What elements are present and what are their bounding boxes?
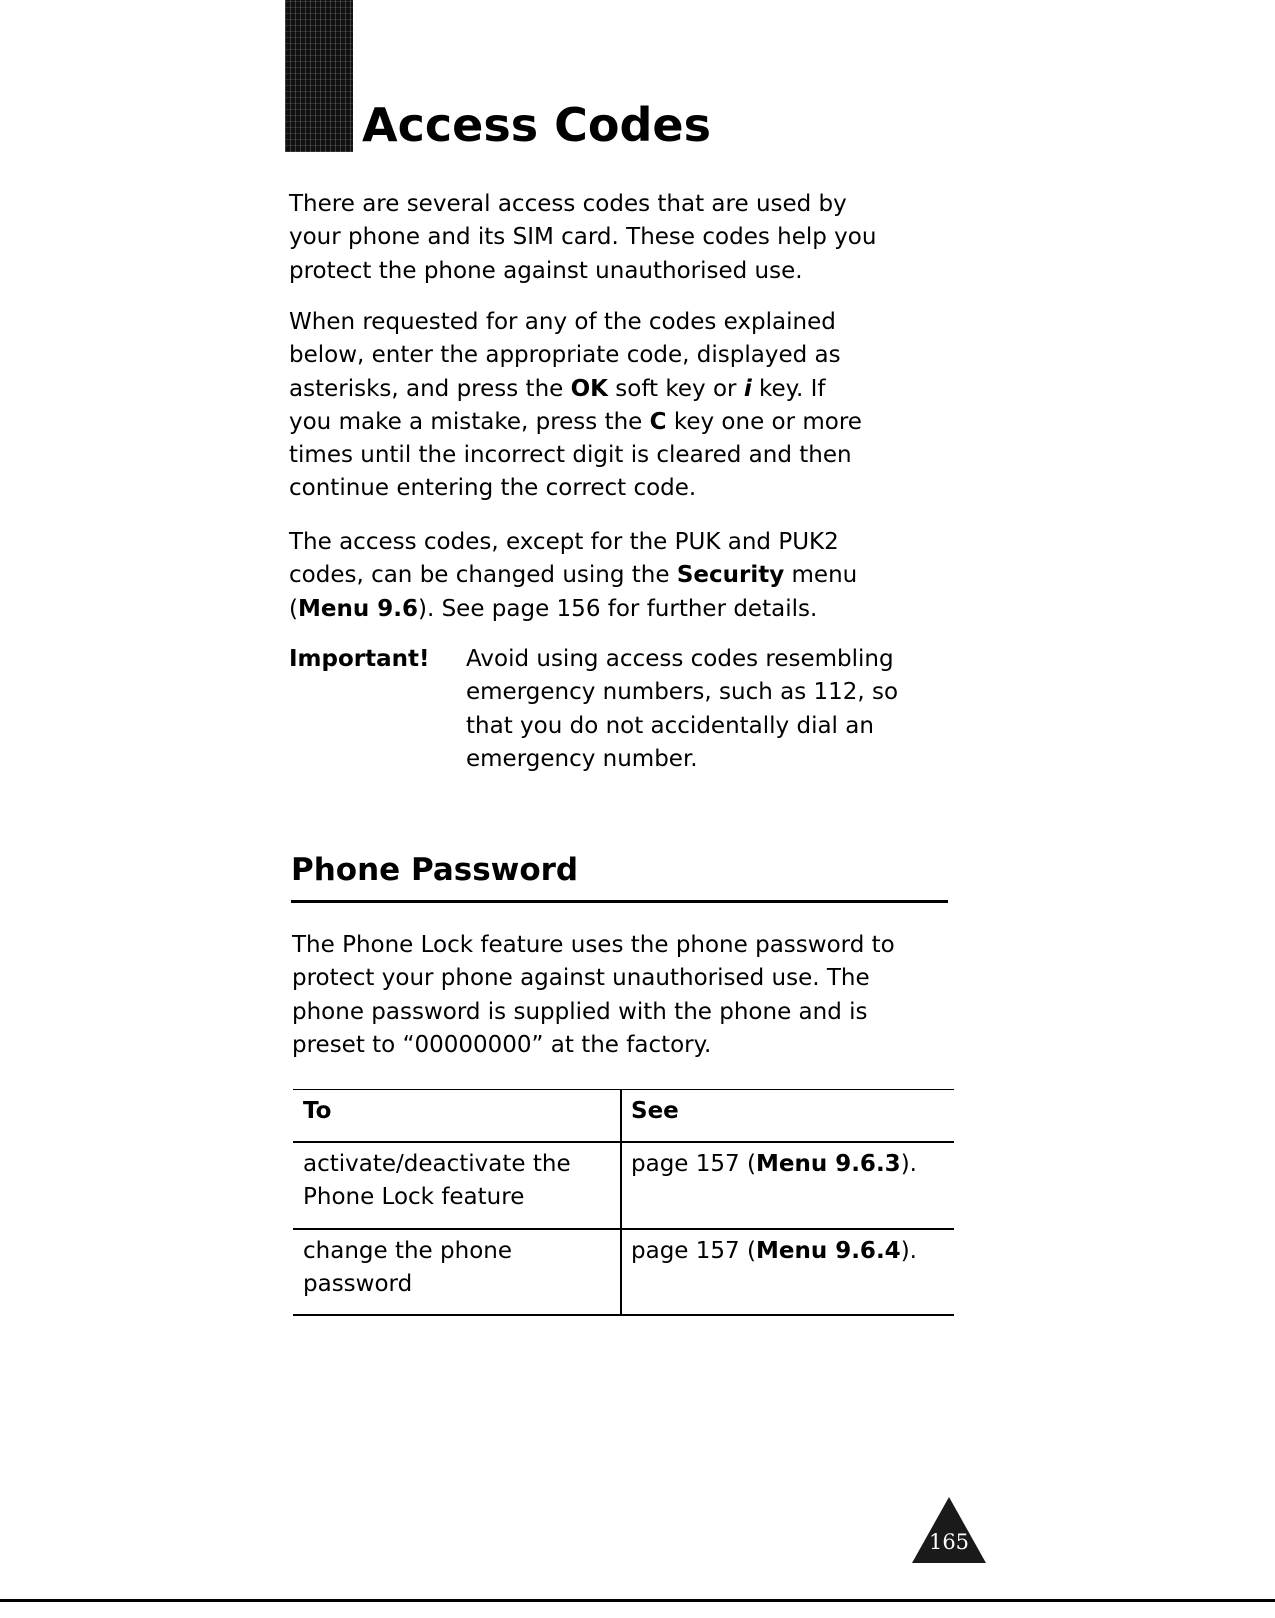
text-segment: key. If [751, 375, 826, 402]
instructions-paragraph [289, 306, 862, 506]
change-info-paragraph [289, 526, 857, 626]
text-line [289, 221, 876, 254]
bold-text: Menu 9.6 [297, 595, 418, 622]
text-line [466, 710, 898, 743]
bold-text: Menu 9.6.4 [755, 1238, 901, 1264]
text-line [292, 996, 895, 1029]
text-segment: password [303, 1271, 413, 1298]
text-line [289, 255, 876, 288]
important-note [466, 643, 898, 776]
text-line [292, 1029, 895, 1062]
text-segment: When requested for any of the codes explained [289, 309, 836, 335]
text-segment: preset to “00000000” at the factory. [292, 1031, 712, 1058]
text-line [289, 439, 862, 472]
section-rule [291, 900, 948, 903]
text-line [466, 676, 898, 709]
text-segment: you make a mistake, press the [289, 408, 650, 435]
text-segment: page 157 ( [631, 1151, 756, 1177]
text-segment: activate/deactivate the [303, 1151, 571, 1177]
bold-text: C [649, 408, 667, 435]
table-rule [293, 1141, 954, 1143]
text-segment: your phone and its SIM card. These codes help you [289, 224, 877, 251]
text-line [289, 339, 862, 372]
bold-text: Security [676, 562, 785, 589]
section-paragraph [292, 929, 895, 1062]
text-segment: There are several access codes that are used by [289, 191, 847, 217]
text-segment: ). [900, 1238, 917, 1264]
text-line [631, 1148, 917, 1181]
bold-text: i [743, 375, 752, 402]
section-title: Phone Password [291, 852, 579, 888]
bold-text: Menu 9.6.3 [755, 1151, 901, 1177]
text-segment: phone password is supplied with the phone and is [292, 998, 868, 1025]
text-line [303, 1268, 512, 1301]
text-segment: emergency number. [466, 745, 698, 772]
text-segment: that you do not accidentally dial an [466, 712, 874, 739]
table-cell-to [303, 1235, 512, 1302]
text-segment: ( [289, 595, 298, 622]
chapter-marker-block [285, 0, 353, 152]
text-segment: page 157 ( [631, 1238, 756, 1264]
table-header-to: To [303, 1098, 332, 1124]
text-line [303, 1235, 512, 1268]
text-line [292, 929, 895, 962]
text-segment: asterisks, and press the [289, 375, 571, 402]
text-segment: Phone Lock feature [303, 1184, 525, 1211]
text-line [289, 559, 857, 592]
table-cell-to [303, 1148, 571, 1215]
text-line [466, 643, 898, 676]
text-segment: Avoid using access codes resembling [466, 646, 894, 672]
text-segment: ). See page 156 for further details. [417, 595, 818, 622]
text-segment: times until the incorrect digit is cleared and then [289, 442, 852, 469]
table-header-see: See [631, 1098, 679, 1124]
text-segment: below, enter the appropriate code, displayed as [289, 342, 841, 369]
text-segment: protect the phone against unauthorised use. [289, 257, 803, 284]
text-line [289, 373, 862, 406]
text-segment: soft key or [608, 375, 744, 402]
intro-paragraph [289, 188, 876, 288]
text-line [289, 406, 862, 439]
text-line [631, 1235, 917, 1268]
text-line [289, 306, 862, 339]
table-cell-see [631, 1235, 917, 1268]
table-rule [293, 1314, 954, 1316]
text-segment: continue entering the correct code. [289, 475, 697, 502]
text-segment: menu [784, 562, 858, 589]
table-rule [293, 1228, 954, 1230]
text-line [303, 1181, 571, 1214]
text-line [289, 472, 862, 505]
text-line [289, 526, 857, 559]
text-segment: ). [900, 1151, 917, 1177]
text-line [289, 593, 857, 626]
text-segment: The access codes, except for the PUK and PUK2 [289, 529, 839, 555]
text-segment: codes, can be changed using the [289, 562, 677, 589]
text-line [292, 962, 895, 995]
bold-text: OK [570, 375, 608, 402]
text-line [466, 743, 898, 776]
page-number: 165 [928, 1530, 970, 1554]
text-segment: protect your phone against unauthorised use. The [292, 965, 870, 992]
text-line [303, 1148, 571, 1181]
text-line [289, 188, 876, 221]
text-segment: emergency numbers, such as 112, so [466, 679, 899, 706]
table-rule [293, 1089, 954, 1090]
text-segment: key one or more [666, 408, 862, 435]
page-title: Access Codes [362, 98, 711, 152]
table-cell-see [631, 1148, 917, 1181]
text-segment: The Phone Lock feature uses the phone password to [292, 932, 895, 958]
text-segment: change the phone [303, 1238, 512, 1264]
table-column-divider [620, 1089, 622, 1316]
important-label: Important! [289, 646, 430, 672]
page-bottom-rule [0, 1599, 1275, 1602]
